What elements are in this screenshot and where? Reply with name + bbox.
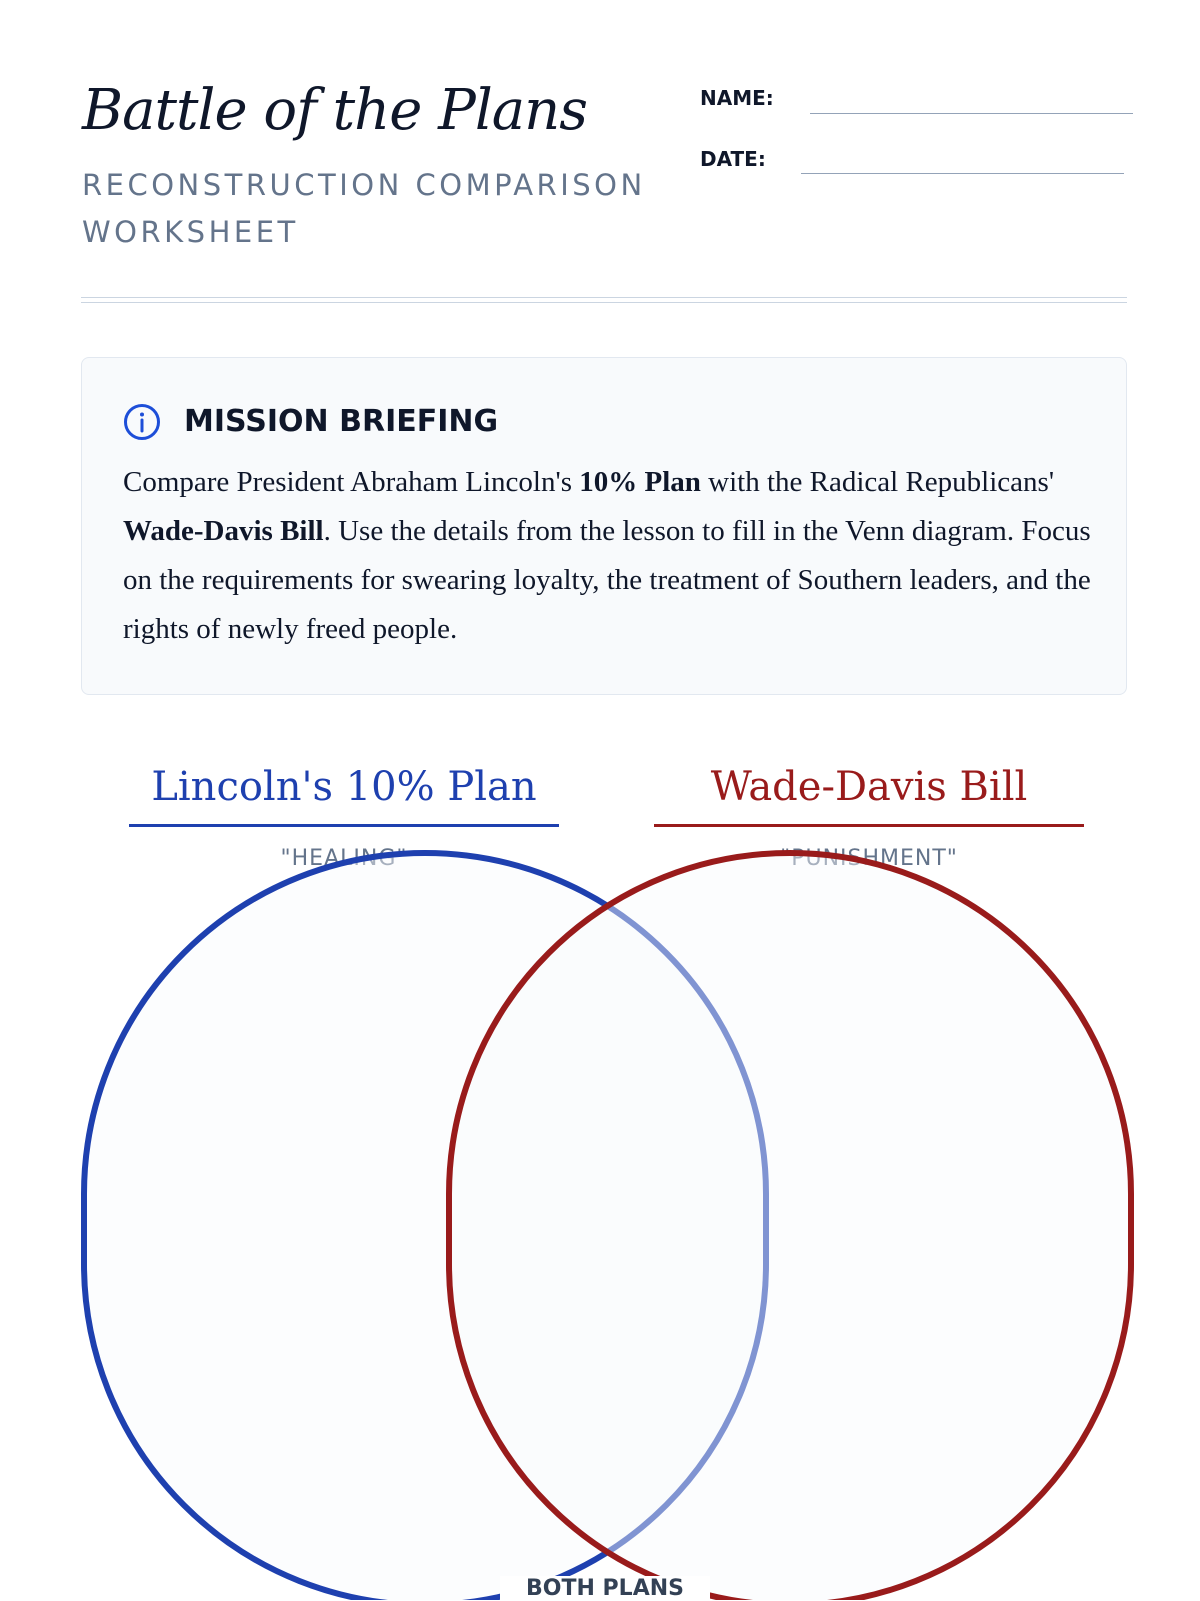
briefing-text [123,458,1098,654]
briefing-heading: MISSION BRIEFING [184,404,499,439]
header-divider-top [81,297,1127,298]
name-label: NAME: [700,86,774,110]
venn-diagram [0,740,1200,1600]
info-icon [123,403,161,441]
briefing-bold-wade-davis-bill: Wade-Davis Bill [123,515,324,547]
wade-davis-circle[interactable] [449,853,1131,1600]
mission-briefing-panel [81,357,1127,695]
name-field[interactable] [810,113,1133,114]
lincoln-plan-tag: "HEALING" [280,846,408,871]
briefing-text-part: with the Radical Republicans' [700,466,1055,498]
header-divider-bottom [81,302,1127,303]
overlap-label: BOTH PLANS [500,1576,710,1601]
worksheet-subtitle: RECONSTRUCTION COMPARISON WORKSHEET [82,168,646,249]
date-field[interactable] [801,173,1124,174]
wade-davis-title: Wade-Davis Bill [710,764,1028,810]
worksheet-title: Battle of the Plans [82,78,587,143]
lincoln-plan-title: Lincoln's 10% Plan [151,764,537,810]
wade-davis-tag: "PUNISHMENT" [780,846,958,871]
date-label: DATE: [700,147,766,171]
briefing-text-part: Compare President Abraham Lincoln's [123,466,580,498]
briefing-bold-10-percent-plan: 10% Plan [579,466,701,498]
briefing-text-part: . Use the details from the lesson to fill in the Venn diagram. Focus on the requirements for swearing loyalty, the treatment of Southern leaders, and the rights of newly freed people. [123,515,1091,645]
